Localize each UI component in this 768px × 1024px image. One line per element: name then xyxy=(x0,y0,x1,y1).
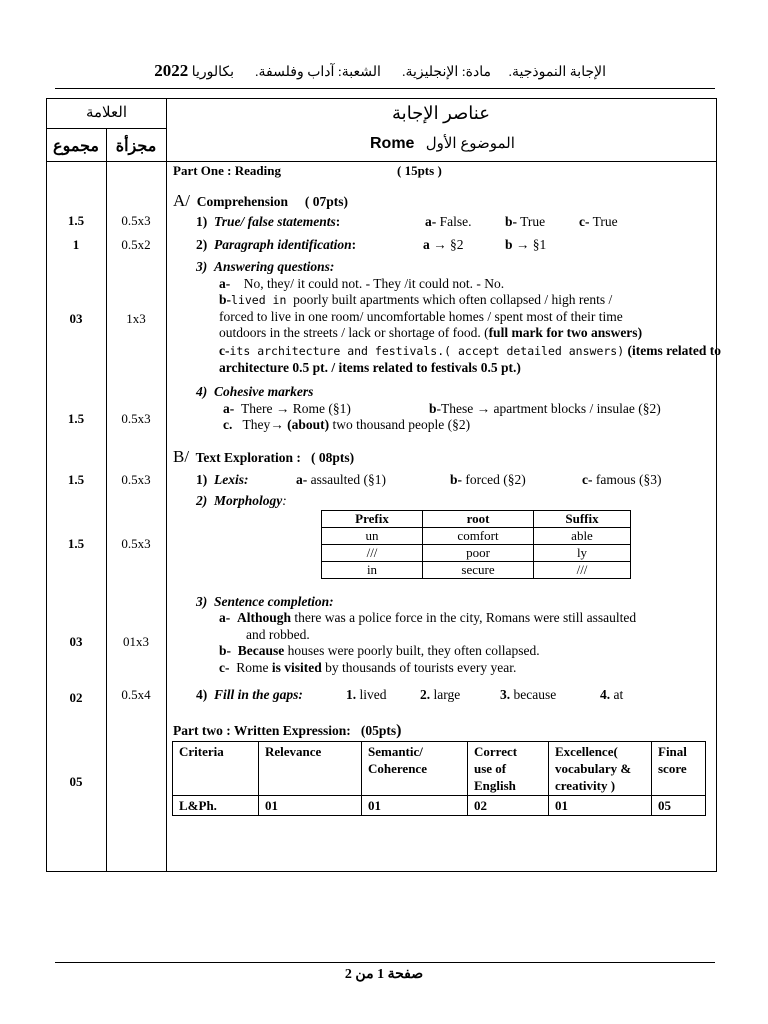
ans-value: → §2 xyxy=(433,237,464,252)
q-num: 4) xyxy=(196,384,208,399)
answer-a xyxy=(425,214,472,230)
ans-keyword: is visited xyxy=(271,660,322,675)
ans-note: (items related to xyxy=(627,343,721,358)
ans-letter: b- xyxy=(450,472,463,487)
page-header xyxy=(154,61,606,81)
part-two-title: Part two : Written Expression: xyxy=(173,723,351,738)
gap-word: because xyxy=(513,687,557,702)
col-header xyxy=(362,742,468,796)
mark-partial: 0.5x4 xyxy=(121,687,151,702)
table-cell: ly xyxy=(534,545,631,562)
ans-value: → §1 xyxy=(515,237,547,252)
answer-a-line1 xyxy=(219,610,636,626)
ans-letter: b- xyxy=(219,292,232,307)
gap-word: lived xyxy=(359,687,387,702)
gap-num: 2. xyxy=(420,687,431,702)
ans-letter: a- xyxy=(296,472,308,487)
answer-c-line1 xyxy=(219,343,721,359)
header-rule xyxy=(55,88,715,89)
mark-total: 02 xyxy=(69,690,83,705)
page-number: صفحة 1 من 2 xyxy=(344,967,424,982)
mark-total: 1.5 xyxy=(67,472,85,487)
section-a-letter: A/ xyxy=(173,191,190,210)
col-header: root xyxy=(423,511,534,528)
ans-value: poorly built apartments which often collapsed / high rents / xyxy=(293,292,613,307)
table-row xyxy=(322,528,631,545)
ans-value: -These → apartment blocks / insulae (§2) xyxy=(436,401,661,416)
gap-num: 1. xyxy=(346,687,357,702)
ans-value: by thousands of tourists every year. xyxy=(325,660,517,675)
ans-note: (about) xyxy=(287,417,330,432)
answer-b xyxy=(505,237,546,253)
mark-total: 1.5 xyxy=(67,213,85,228)
mark-partial: 0.5x3 xyxy=(121,213,151,228)
section-b-heading xyxy=(173,447,354,467)
header-subject: مادة: الإنجليزية. xyxy=(401,65,491,80)
header-line: use of xyxy=(474,761,507,776)
ans-letter: b- xyxy=(219,643,232,658)
ans-value: outdoors in the streets / lack or shortage of food. ( xyxy=(219,325,489,340)
mark-partial: 1x3 xyxy=(126,311,146,326)
mark-total: 1.5 xyxy=(67,536,85,551)
mark-total: 03 xyxy=(69,311,83,326)
ans-value: False. xyxy=(439,214,472,229)
table-row xyxy=(173,796,706,816)
q-label: Cohesive markers xyxy=(214,384,314,399)
header-exam: بكالوريا xyxy=(191,65,235,80)
q-num: 3) xyxy=(196,594,208,609)
topic-title xyxy=(370,134,515,153)
header-line: vocabulary & xyxy=(555,761,632,776)
table-cell: 01 xyxy=(549,796,652,816)
col-header xyxy=(652,742,706,796)
table-cell: 01 xyxy=(259,796,362,816)
answer-b-line2: forced to live in one room/ uncomfortable homes / spent most of their time xyxy=(219,309,623,324)
table-cell: poor xyxy=(423,545,534,562)
ans-letter: c- xyxy=(219,660,230,675)
part-two-heading xyxy=(173,722,401,740)
question-morphology: 2) Morphology: xyxy=(196,493,287,508)
q-label: Sentence completion: xyxy=(214,594,334,609)
header-line: Relevance xyxy=(265,744,322,759)
header-line: English xyxy=(474,778,516,793)
answer-a xyxy=(296,472,386,488)
part-one-title-text: Part One : Reading xyxy=(173,163,281,178)
q-num: 2) xyxy=(196,237,208,252)
marks-heading: العلامة xyxy=(85,105,127,121)
ans-letter: b- xyxy=(505,214,518,229)
mark-partial: 0.5x3 xyxy=(121,536,151,551)
header-line: Coherence xyxy=(368,761,427,776)
section-a-title: Comprehension xyxy=(196,194,289,209)
col-header xyxy=(549,742,652,796)
col-divider-marks xyxy=(166,98,167,872)
part-two-points-close: ) xyxy=(396,722,402,739)
total-heading: مجموع xyxy=(53,138,99,155)
ans-value: there was a police force in the city, Romans were still assaulted xyxy=(294,610,637,625)
section-b-letter: B/ xyxy=(173,447,190,466)
answer-c xyxy=(219,660,516,676)
q-num: 4) xyxy=(196,687,208,702)
answer-c-line2: architecture 0.5 pt. / items related to festivals 0.5 pt.) xyxy=(219,360,521,375)
answer-b xyxy=(450,472,526,488)
ans-value: There → Rome (§1) xyxy=(241,401,351,416)
gap-num: 3. xyxy=(500,687,511,702)
answer-a xyxy=(423,237,464,253)
frame-right xyxy=(716,98,717,872)
head-rule-1 xyxy=(46,128,167,129)
ans-value: houses were poorly built, they often collapsed. xyxy=(287,643,540,658)
answer-c xyxy=(223,417,470,433)
question-sentence-completion xyxy=(196,594,334,610)
q-label: Lexis: xyxy=(214,472,249,487)
table-row xyxy=(322,562,631,579)
table-cell: 01 xyxy=(362,796,468,816)
question-paragraph-identification xyxy=(196,237,356,253)
table-row xyxy=(173,742,706,796)
ans-letter: c- xyxy=(582,472,593,487)
ans-letter: b xyxy=(505,237,513,252)
q-label: Morphology xyxy=(214,493,283,508)
section-b-title: Text Exploration : xyxy=(195,450,301,465)
answer-b xyxy=(505,214,545,230)
header-model: الإجابة النموذجية. xyxy=(508,65,606,80)
answer-b xyxy=(429,401,661,417)
ans-value: Rome xyxy=(236,660,269,675)
header-line: Correct xyxy=(474,744,518,759)
q-label: Answering questions: xyxy=(214,259,335,274)
col-header xyxy=(259,742,362,796)
header-line: creativity ) xyxy=(555,778,616,793)
q-num: 2) xyxy=(196,493,208,508)
head-rule-2 xyxy=(46,161,717,162)
header-line: Criteria xyxy=(179,744,224,759)
table-cell: 05 xyxy=(652,796,706,816)
gap-word: at xyxy=(613,687,624,702)
question-fill-gaps xyxy=(196,687,303,703)
part-two-points: (05pts xyxy=(360,723,397,738)
ans-letter: a- xyxy=(219,610,231,625)
frame-top xyxy=(46,98,717,99)
answer-c xyxy=(582,472,661,488)
table-cell: comfort xyxy=(423,528,534,545)
answer-a xyxy=(223,401,351,417)
ans-handwritten: lived in xyxy=(231,293,287,307)
section-a-heading xyxy=(173,191,348,211)
answer-a xyxy=(219,276,504,292)
ans-letter: a- xyxy=(425,214,437,229)
col-header xyxy=(468,742,549,796)
answer-b-line1 xyxy=(219,292,612,308)
question-answering xyxy=(196,259,334,275)
ans-value: They→ xyxy=(242,417,284,432)
header-line: Excellence( xyxy=(555,744,618,759)
table-cell: un xyxy=(322,528,423,545)
section-a-points: ( 07pts) xyxy=(304,194,349,209)
ans-letter: c- xyxy=(219,343,230,358)
table-cell: /// xyxy=(534,562,631,579)
mark-partial: 01x3 xyxy=(123,634,149,649)
mark-total: 1 xyxy=(72,237,80,252)
q-label: Paragraph identification xyxy=(214,237,352,252)
gap-answer xyxy=(420,687,460,703)
topic-name: Rome xyxy=(370,135,415,152)
col-header: Prefix xyxy=(322,511,423,528)
mark-total: 03 xyxy=(69,634,83,649)
ans-note: full mark for two answers xyxy=(488,325,638,340)
question-lexis xyxy=(196,472,249,488)
mark-partial: 0.5x3 xyxy=(121,472,151,487)
ans-note-close: ) xyxy=(637,325,643,340)
ans-letter: a- xyxy=(223,401,235,416)
ans-value: True xyxy=(520,214,546,229)
table-cell: secure xyxy=(423,562,534,579)
ans-keyword: Although xyxy=(237,610,292,625)
answer-c xyxy=(579,214,618,230)
gap-answer xyxy=(346,687,387,703)
mark-partial: 0.5x3 xyxy=(121,411,151,426)
answer-a-line2: and robbed. xyxy=(246,627,310,642)
ans-keyword: Because xyxy=(237,643,285,658)
header-stream: الشعبة: آداب وفلسفة. xyxy=(255,65,381,80)
answer-elements-heading: عناصر الإجابة xyxy=(392,103,490,123)
question-true-false xyxy=(196,214,340,230)
ans-value: two thousand people (§2) xyxy=(332,417,471,432)
answer-b xyxy=(219,643,540,659)
table-cell: 02 xyxy=(468,796,549,816)
ans-value: famous (§3) xyxy=(595,472,662,487)
ans-value: forced (§2) xyxy=(465,472,526,487)
section-b-points: ( 08pts) xyxy=(310,450,355,465)
ans-letter: c. xyxy=(223,417,233,432)
gap-num: 4. xyxy=(600,687,611,702)
q-label: Fill in the gaps: xyxy=(214,687,303,702)
q-num: 1) xyxy=(196,214,208,229)
col-header: Suffix xyxy=(534,511,631,528)
q-label: True/ false statements xyxy=(214,214,336,229)
table-cell: able xyxy=(534,528,631,545)
q-colon: : xyxy=(351,237,357,252)
part-one-title xyxy=(173,163,281,179)
table-cell: in xyxy=(322,562,423,579)
question-cohesive-markers xyxy=(196,384,313,400)
gap-word: large xyxy=(433,687,461,702)
gap-answer xyxy=(600,687,623,703)
col-header xyxy=(173,742,259,796)
ans-letter: b xyxy=(429,401,437,416)
ans-value: No, they/ it could not. - They /it could not. - No. xyxy=(243,276,505,291)
mark-total: 05 xyxy=(69,774,83,789)
ans-letter: a- xyxy=(219,276,231,291)
mark-partial: 0.5x2 xyxy=(121,237,151,252)
partial-heading: مجزأة xyxy=(115,138,157,155)
criteria-table xyxy=(172,741,706,816)
frame-bottom xyxy=(46,871,717,872)
q-colon: : xyxy=(335,214,341,229)
footer-rule xyxy=(55,962,715,963)
header-year: 2022 xyxy=(154,61,189,80)
table-cell: L&Ph. xyxy=(173,796,259,816)
ans-value: True xyxy=(592,214,618,229)
ans-letter: c- xyxy=(579,214,590,229)
header-line: Final xyxy=(658,744,687,759)
part-one-points: ( 15pts ) xyxy=(397,163,442,178)
table-row xyxy=(322,545,631,562)
answer-b-line3 xyxy=(219,325,642,341)
table-cell: /// xyxy=(322,545,423,562)
ans-value: assaulted (§1) xyxy=(310,472,386,487)
mark-total: 1.5 xyxy=(67,411,85,426)
morphology-table xyxy=(321,510,631,579)
q-num: 3) xyxy=(196,259,208,274)
ans-handwritten: its architecture and festivals.( accept detailed answers) xyxy=(229,344,625,358)
topic-label: الموضوع الأول xyxy=(425,136,515,152)
header-line: Semantic/ xyxy=(368,744,423,759)
q-num: 1) xyxy=(196,472,208,487)
ans-letter: a xyxy=(423,237,430,252)
gap-answer xyxy=(500,687,556,703)
header-line: score xyxy=(658,761,687,776)
